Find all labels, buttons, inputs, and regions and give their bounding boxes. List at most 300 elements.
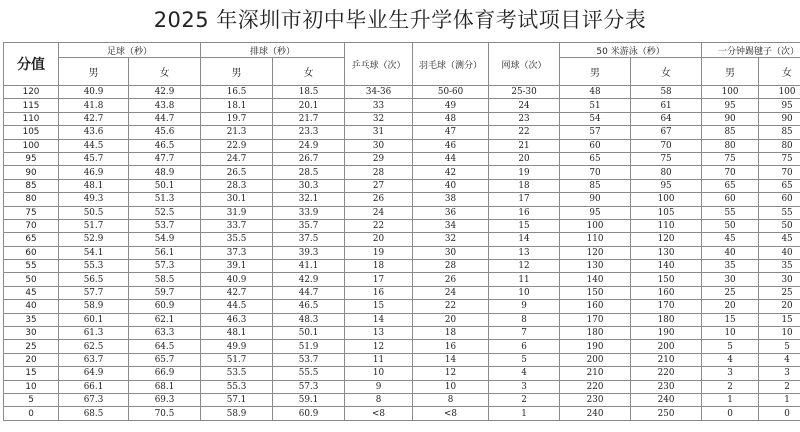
table-cell: 2 [702,380,759,393]
table-cell: 1 [489,407,560,420]
table-cell: 65 [560,152,631,165]
table-cell: 15 [489,219,560,232]
table-cell: 60.9 [273,407,345,420]
table-cell: 50.1 [129,179,201,192]
score-value-cell: 35 [4,313,59,326]
table-cell: 20 [702,300,759,313]
score-value-cell: 10 [4,380,59,393]
table-cell: 22.9 [201,139,273,152]
table-cell: 230 [631,380,702,393]
table-cell: 46 [413,139,489,152]
table-cell: 63.3 [129,327,201,340]
table-cell: 58.5 [129,273,201,286]
score-value-cell: 95 [4,152,59,165]
table-cell: 18 [413,327,489,340]
table-cell: 32 [413,233,489,246]
table-cell: 25 [759,286,800,299]
table-cell: 22 [489,126,560,139]
table-row [4,179,800,192]
score-value-cell: 75 [4,206,59,219]
table-cell: 130 [560,260,631,273]
table-cell: 30.3 [273,179,345,192]
table-cell: 18.1 [201,99,273,112]
table-row [4,219,800,232]
score-value-cell: 15 [4,367,59,380]
table-cell: 54 [560,112,631,125]
table-cell: 60.1 [59,313,129,326]
table-cell: 16 [489,206,560,219]
table-cell: 40.9 [59,86,129,99]
volleyball-male-header: 男 [201,58,273,86]
table-cell: 150 [560,286,631,299]
table-row [4,340,800,353]
score-value-cell: 65 [4,233,59,246]
table-cell: 80 [631,166,702,179]
table-cell: 70 [560,166,631,179]
table-cell: 3 [759,367,800,380]
table-cell: 64 [631,112,702,125]
table-row [4,152,800,165]
table-cell: 240 [560,407,631,420]
swim-male-header: 男 [560,58,631,86]
table-cell: 49.3 [59,193,129,206]
table-cell: 15 [345,300,413,313]
table-cell: 57 [560,126,631,139]
table-cell: 5 [759,340,800,353]
table-cell: 10 [759,327,800,340]
table-cell: 30 [759,273,800,286]
table-row [4,407,800,420]
table-cell: 16 [345,286,413,299]
table-cell: 67.3 [59,393,129,406]
table-cell: 34 [413,219,489,232]
table-cell: 58.9 [59,300,129,313]
table-cell: 13 [345,327,413,340]
table-cell: 85 [702,126,759,139]
table-cell: 14 [345,313,413,326]
table-cell: 13 [489,246,560,259]
table-cell: 57.1 [201,393,273,406]
table-cell: 26.7 [273,152,345,165]
table-cell: 30 [345,139,413,152]
table-cell: 250 [631,407,702,420]
table-cell: 39.1 [201,260,273,273]
table-cell: 64.5 [129,340,201,353]
table-cell: 50.1 [273,327,345,340]
table-cell: 120 [631,233,702,246]
table-cell: 48.1 [201,327,273,340]
table-cell: 59.7 [129,286,201,299]
table-cell: 47 [413,126,489,139]
table-cell: 55 [702,206,759,219]
table-cell: 29 [345,152,413,165]
score-value-cell: 30 [4,327,59,340]
table-row [4,86,800,99]
table-row [4,286,800,299]
score-value-cell: 20 [4,353,59,366]
table-cell: 17 [345,273,413,286]
table-cell: 44.5 [201,300,273,313]
table-row [4,99,800,112]
table-cell: 57.3 [273,380,345,393]
table-cell: 70 [631,139,702,152]
table-cell: 90 [702,112,759,125]
table-cell: 24.7 [201,152,273,165]
table-cell: 48 [413,112,489,125]
table-cell: 22 [345,219,413,232]
table-cell: 64.9 [59,367,129,380]
table-cell: 41.1 [273,260,345,273]
table-cell: 60 [759,193,800,206]
table-cell: 70 [759,166,800,179]
table-cell: 85 [759,126,800,139]
table-cell: 35 [702,260,759,273]
table-cell: 46.5 [129,139,201,152]
table-cell: 51.7 [201,353,273,366]
table-cell: 95 [560,206,631,219]
table-cell: 44.5 [59,139,129,152]
table-cell: 120 [560,246,631,259]
score-value-cell: 90 [4,166,59,179]
table-cell: 10 [413,380,489,393]
table-cell: 60.9 [129,300,201,313]
table-cell: 50-60 [413,86,489,99]
table-row [4,233,800,246]
table-cell: 180 [631,313,702,326]
table-cell: 60 [702,193,759,206]
table-cell: 24 [489,99,560,112]
table-cell: 21 [489,139,560,152]
table-cell: 240 [631,393,702,406]
table-cell: 50.5 [59,206,129,219]
table-cell: 26.5 [201,166,273,179]
table-cell: 51 [560,99,631,112]
table-row [4,260,800,273]
score-value-cell: 110 [4,112,59,125]
table-cell: 9 [489,300,560,313]
table-cell: 48 [560,86,631,99]
table-cell: 170 [631,300,702,313]
table-row [4,193,800,206]
table-cell: <8 [413,407,489,420]
table-cell: 21.3 [201,126,273,139]
table-cell: 16 [413,340,489,353]
table-cell: 3 [489,380,560,393]
table-cell: 8 [413,393,489,406]
table-cell: 66.1 [59,380,129,393]
table-cell: 24 [413,286,489,299]
table-cell: 15 [759,313,800,326]
table-cell: 70 [702,166,759,179]
table-row [4,139,800,152]
table-row [4,380,800,393]
score-value-cell: 115 [4,99,59,112]
table-cell: 55.3 [201,380,273,393]
table-cell: 32 [345,112,413,125]
table-cell: 75 [702,152,759,165]
table-cell: 20 [489,152,560,165]
table-cell: 20.1 [273,99,345,112]
table-cell: 51.7 [59,219,129,232]
table-cell: 20 [759,300,800,313]
table-cell: 42.7 [201,286,273,299]
table-row [4,313,800,326]
swim-female-header: 女 [631,58,702,86]
table-cell: 33.7 [201,219,273,232]
table-cell: 0 [702,407,759,420]
table-cell: 65.7 [129,353,201,366]
table-cell: 2 [759,380,800,393]
table-cell: 30.1 [201,193,273,206]
table-cell: 35 [759,260,800,273]
table-cell: 220 [560,380,631,393]
table-cell: 53.7 [273,353,345,366]
table-cell: 100 [702,86,759,99]
table-cell: 69.3 [129,393,201,406]
table-cell: 10 [489,286,560,299]
table-cell: 55.5 [273,367,345,380]
shuttlecock-header: 一分钟踢毽子（次） [702,43,800,58]
table-cell: 8 [489,313,560,326]
table-cell: 66.9 [129,367,201,380]
table-cell: 220 [631,367,702,380]
table-cell: 210 [560,367,631,380]
table-cell: 19 [489,166,560,179]
table-cell: 11 [489,273,560,286]
table-cell: 18 [489,179,560,192]
score-table-body [4,86,800,421]
table-cell: 62.5 [59,340,129,353]
table-cell: 40.9 [201,273,273,286]
table-cell: 95 [631,179,702,192]
table-cell: 32.1 [273,193,345,206]
table-cell: 5 [702,340,759,353]
table-cell: 95 [702,99,759,112]
table-row [4,206,800,219]
table-cell: 35.7 [273,219,345,232]
table-cell: 75 [759,152,800,165]
table-cell: 21.7 [273,112,345,125]
table-cell: 44.7 [129,112,201,125]
table-cell: 33 [345,99,413,112]
table-cell: 1 [702,393,759,406]
table-cell: <8 [345,407,413,420]
table-row [4,367,800,380]
table-cell: 60 [560,139,631,152]
table-cell: 46.3 [201,313,273,326]
table-cell: 40 [702,246,759,259]
table-cell: 55.3 [59,260,129,273]
table-row [4,112,800,125]
football-header: 足球（秒） [59,43,201,58]
table-cell: 31 [345,126,413,139]
table-cell: 75 [631,152,702,165]
table-cell: 200 [560,353,631,366]
table-cell: 51.9 [273,340,345,353]
table-cell: 100 [631,193,702,206]
table-cell: 48.9 [129,166,201,179]
table-cell: 110 [560,233,631,246]
table-row [4,126,800,139]
table-row [4,246,800,259]
score-value-cell: 40 [4,300,59,313]
swim-header: 50 米游泳（秒） [560,43,702,58]
table-cell: 56.1 [129,246,201,259]
table-row [4,393,800,406]
table-cell: 37.3 [201,246,273,259]
table-cell: 54.9 [129,233,201,246]
football-female-header: 女 [129,58,201,86]
table-cell: 4 [702,353,759,366]
table-cell: 48.1 [59,179,129,192]
table-cell: 10 [345,367,413,380]
table-cell: 46.9 [59,166,129,179]
table-cell: 105 [631,206,702,219]
page-title: 2025 年深圳市初中毕业生升学体育考试项目评分表 [153,8,647,32]
table-cell: 18 [345,260,413,273]
table-cell: 33.9 [273,206,345,219]
table-cell: 52.5 [129,206,201,219]
table-cell: 20 [345,233,413,246]
table-cell: 55 [759,206,800,219]
table-cell: 44 [413,152,489,165]
score-header: 分值 [4,43,59,86]
score-value-cell: 25 [4,340,59,353]
table-cell: 61 [631,99,702,112]
table-cell: 28.5 [273,166,345,179]
tennis-header: 网球（次） [489,43,560,86]
table-cell: 19 [345,246,413,259]
table-cell: 25-30 [489,86,560,99]
table-cell: 40 [759,246,800,259]
table-cell: 47.7 [129,152,201,165]
table-cell: 59.1 [273,393,345,406]
table-cell: 42.7 [59,112,129,125]
table-cell: 190 [560,340,631,353]
table-cell: 170 [560,313,631,326]
score-value-cell: 55 [4,260,59,273]
table-cell: 39.3 [273,246,345,259]
table-cell: 150 [631,273,702,286]
table-cell: 4 [489,367,560,380]
table-cell: 46.5 [273,300,345,313]
table-cell: 53.7 [129,219,201,232]
table-cell: 68.5 [59,407,129,420]
table-cell: 42.9 [129,86,201,99]
table-cell: 61.3 [59,327,129,340]
table-cell: 90 [759,112,800,125]
table-cell: 5 [489,353,560,366]
shuttlecock-male-header: 男 [702,58,759,86]
score-value-cell: 45 [4,286,59,299]
table-cell: 190 [631,327,702,340]
table-cell: 57.7 [59,286,129,299]
table-cell: 41.8 [59,99,129,112]
table-cell: 52.9 [59,233,129,246]
badminton-header: 羽毛球（测分） [413,43,489,86]
table-cell: 15 [702,313,759,326]
table-row [4,300,800,313]
table-cell: 80 [702,139,759,152]
table-cell: 140 [631,260,702,273]
table-row [4,166,800,179]
table-cell: 6 [489,340,560,353]
table-cell: 10 [702,327,759,340]
table-cell: 62.1 [129,313,201,326]
table-cell: 24.9 [273,139,345,152]
table-cell: 43.8 [129,99,201,112]
table-cell: 12 [489,260,560,273]
table-cell: 26 [413,273,489,286]
table-cell: 70.5 [129,407,201,420]
table-row [4,327,800,340]
table-cell: 28 [413,260,489,273]
table-cell: 85 [560,179,631,192]
table-cell: 48.3 [273,313,345,326]
score-value-cell: 100 [4,139,59,152]
table-cell: 30 [413,246,489,259]
table-cell: 42 [413,166,489,179]
table-cell: 28 [345,166,413,179]
table-cell: 40 [413,179,489,192]
score-value-cell: 5 [4,393,59,406]
table-cell: 26 [345,193,413,206]
table-cell: 56.5 [59,273,129,286]
volleyball-female-header: 女 [273,58,345,86]
table-cell: 20 [413,313,489,326]
score-value-cell: 70 [4,219,59,232]
table-cell: 16.5 [201,86,273,99]
table-cell: 9 [345,380,413,393]
table-cell: 45.7 [59,152,129,165]
table-cell: 17 [489,193,560,206]
table-cell: 180 [560,327,631,340]
table-cell: 80 [759,139,800,152]
table-cell: 90 [560,193,631,206]
table-cell: 200 [631,340,702,353]
table-cell: 65 [759,179,800,192]
table-cell: 42.9 [273,273,345,286]
football-male-header: 男 [59,58,129,86]
table-cell: 19.7 [201,112,273,125]
header-row-1 [4,43,800,58]
table-cell: 45 [702,233,759,246]
shuttlecock-female-header: 女 [759,58,800,86]
table-cell: 27 [345,179,413,192]
table-cell: 36 [413,206,489,219]
table-cell: 95 [759,99,800,112]
table-cell: 23 [489,112,560,125]
table-cell: 140 [560,273,631,286]
table-cell: 100 [759,86,800,99]
table-cell: 12 [413,367,489,380]
table-cell: 1 [759,393,800,406]
table-cell: 24 [345,206,413,219]
table-row [4,353,800,366]
table-cell: 2 [489,393,560,406]
table-cell: 23.3 [273,126,345,139]
table-cell: 160 [631,286,702,299]
table-cell: 50 [759,219,800,232]
table-cell: 67 [631,126,702,139]
table-cell: 0 [759,407,800,420]
table-cell: 25 [702,286,759,299]
score-value-cell: 120 [4,86,59,99]
table-cell: 57.3 [129,260,201,273]
table-cell: 37.5 [273,233,345,246]
table-cell: 58 [631,86,702,99]
table-cell: 18.5 [273,86,345,99]
